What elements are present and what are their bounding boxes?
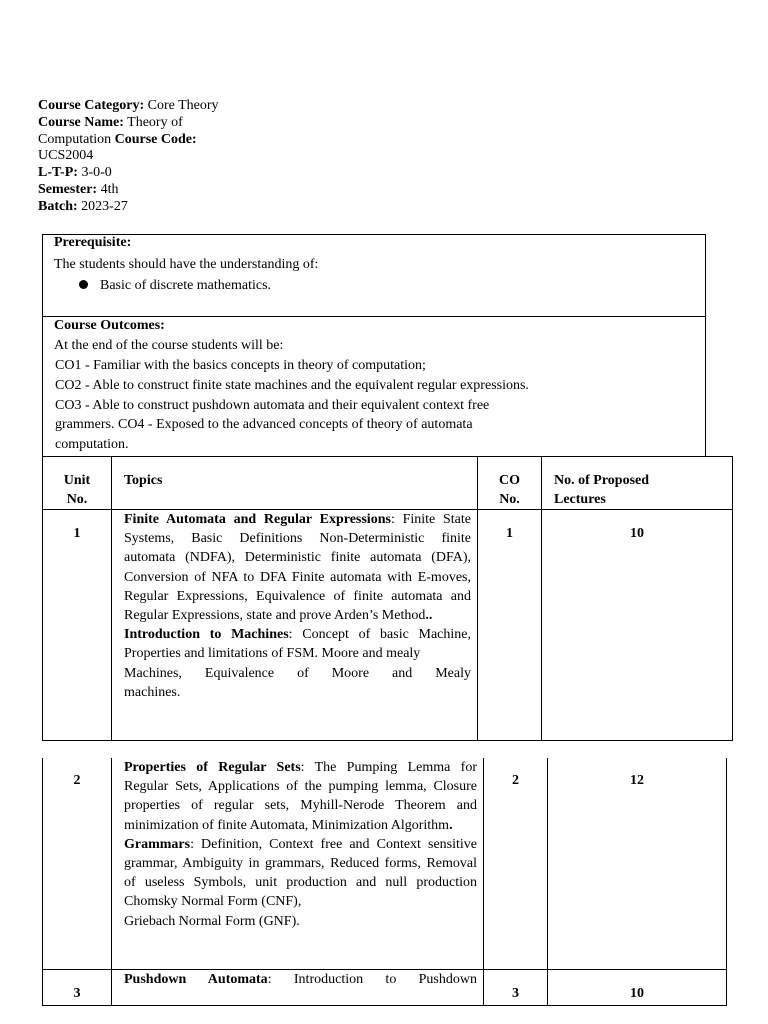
syllabus-table-continued bbox=[42, 758, 727, 1006]
topic-text: machines. bbox=[124, 684, 181, 700]
unit-number: 3 bbox=[73, 985, 81, 1001]
prerequisite-title: Prerequisite: bbox=[54, 235, 132, 250]
ltp-value: 3-0-0 bbox=[77, 165, 112, 181]
topic-text: Grammars: Definition, Context free and Context sensitive grammar, Ambiguity in grammars, Reduced forms, Removal of useless Symbols, unit production and null production Chomsky Normal Form (CNF), bbox=[124, 836, 477, 910]
bullet-icon bbox=[79, 280, 88, 289]
outcomes-title: Course Outcomes: bbox=[54, 318, 165, 333]
outcome-line: CO2 - Able to construct finite state machines and the equivalent regular expressions. bbox=[55, 378, 529, 393]
outcome-line: CO1 - Familiar with the basics concepts in theory of computation; bbox=[55, 358, 426, 373]
lecture-count: 10 bbox=[630, 526, 644, 541]
outcome-line: computation. bbox=[55, 437, 129, 452]
course-name-label: Course Name: bbox=[38, 114, 124, 130]
outcome-line: grammers. CO4 - Exposed to the advanced concepts of theory of automata bbox=[55, 417, 473, 432]
topic-text: Finite Automata and Regular Expressions: Finite State Systems, Basic Definitions Non-Deterministic finite automata (NDFA), Deterministic finite automata (DFA), Conversion of NFA to DFA Finite automata with E-moves, Regular Expressions, Equivalence of finite automata and Regular Expressions, state and prove Arden’s Method.. bbox=[124, 512, 471, 624]
outcomes-intro: At the end of the course students will be: bbox=[54, 338, 284, 353]
course-name-value-cont: Computation bbox=[38, 131, 112, 147]
topic-text: Pushdown Automata: Introduction to Pushdown bbox=[124, 971, 477, 987]
topic-text: Griebach Normal Form (GNF). bbox=[124, 913, 300, 929]
course-name-value: Theory of bbox=[123, 114, 183, 130]
topics-header: Topics bbox=[124, 473, 163, 488]
batch-value: 2023-27 bbox=[77, 198, 128, 214]
prerequisite-box bbox=[42, 234, 706, 317]
prerequisite-item-text: Basic of discrete mathematics. bbox=[100, 278, 272, 293]
table-row bbox=[43, 969, 727, 1005]
co-number: 2 bbox=[512, 773, 519, 788]
batch-label: Batch: bbox=[38, 198, 78, 214]
ltp-label: L-T-P: bbox=[38, 165, 78, 181]
co-number: 3 bbox=[512, 985, 519, 1001]
category-label: Course Category: bbox=[38, 98, 145, 113]
lectures-header: No. of Proposed Lectures bbox=[554, 473, 650, 507]
lecture-count: 10 bbox=[630, 985, 644, 1001]
course-code-label: Course Code: bbox=[111, 131, 197, 147]
table-row bbox=[43, 510, 733, 741]
co-number: 1 bbox=[506, 526, 513, 541]
category-value: Core Theory bbox=[144, 98, 219, 113]
unit-number: 1 bbox=[73, 526, 81, 541]
course-info bbox=[38, 98, 238, 216]
lecture-count: 12 bbox=[630, 773, 644, 788]
topic-text: Machines, Equivalence of Moore and Mealy bbox=[124, 665, 471, 681]
prerequisite-item bbox=[79, 278, 271, 294]
co-header: CO No. bbox=[499, 473, 520, 507]
table-header-row bbox=[43, 457, 733, 510]
outcome-line: CO3 - Able to construct pushdown automata and their equivalent context free bbox=[55, 398, 490, 413]
topic-text: Introduction to Machines: Concept of basic Machine, Properties and limitations of FSM. Moore and mealy bbox=[124, 627, 472, 662]
semester-value: 4th bbox=[97, 181, 119, 197]
unit-number: 2 bbox=[73, 773, 81, 788]
unit-header: Unit No. bbox=[63, 473, 91, 507]
outcomes-box bbox=[42, 316, 706, 457]
syllabus-table bbox=[42, 456, 733, 741]
semester-label: Semester: bbox=[38, 181, 98, 197]
course-code-value: UCS2004 bbox=[38, 148, 94, 164]
table-row bbox=[43, 758, 727, 969]
prerequisite-intro: The students should have the understanding of: bbox=[54, 257, 319, 272]
topic-text: Properties of Regular Sets: The Pumping Lemma for Regular Sets, Applications of the pumping lemma, Closure properties of regular sets, Myhill-Nerode Theorem and minimization of finite Automata, Minimization Algorithm. bbox=[124, 760, 477, 833]
